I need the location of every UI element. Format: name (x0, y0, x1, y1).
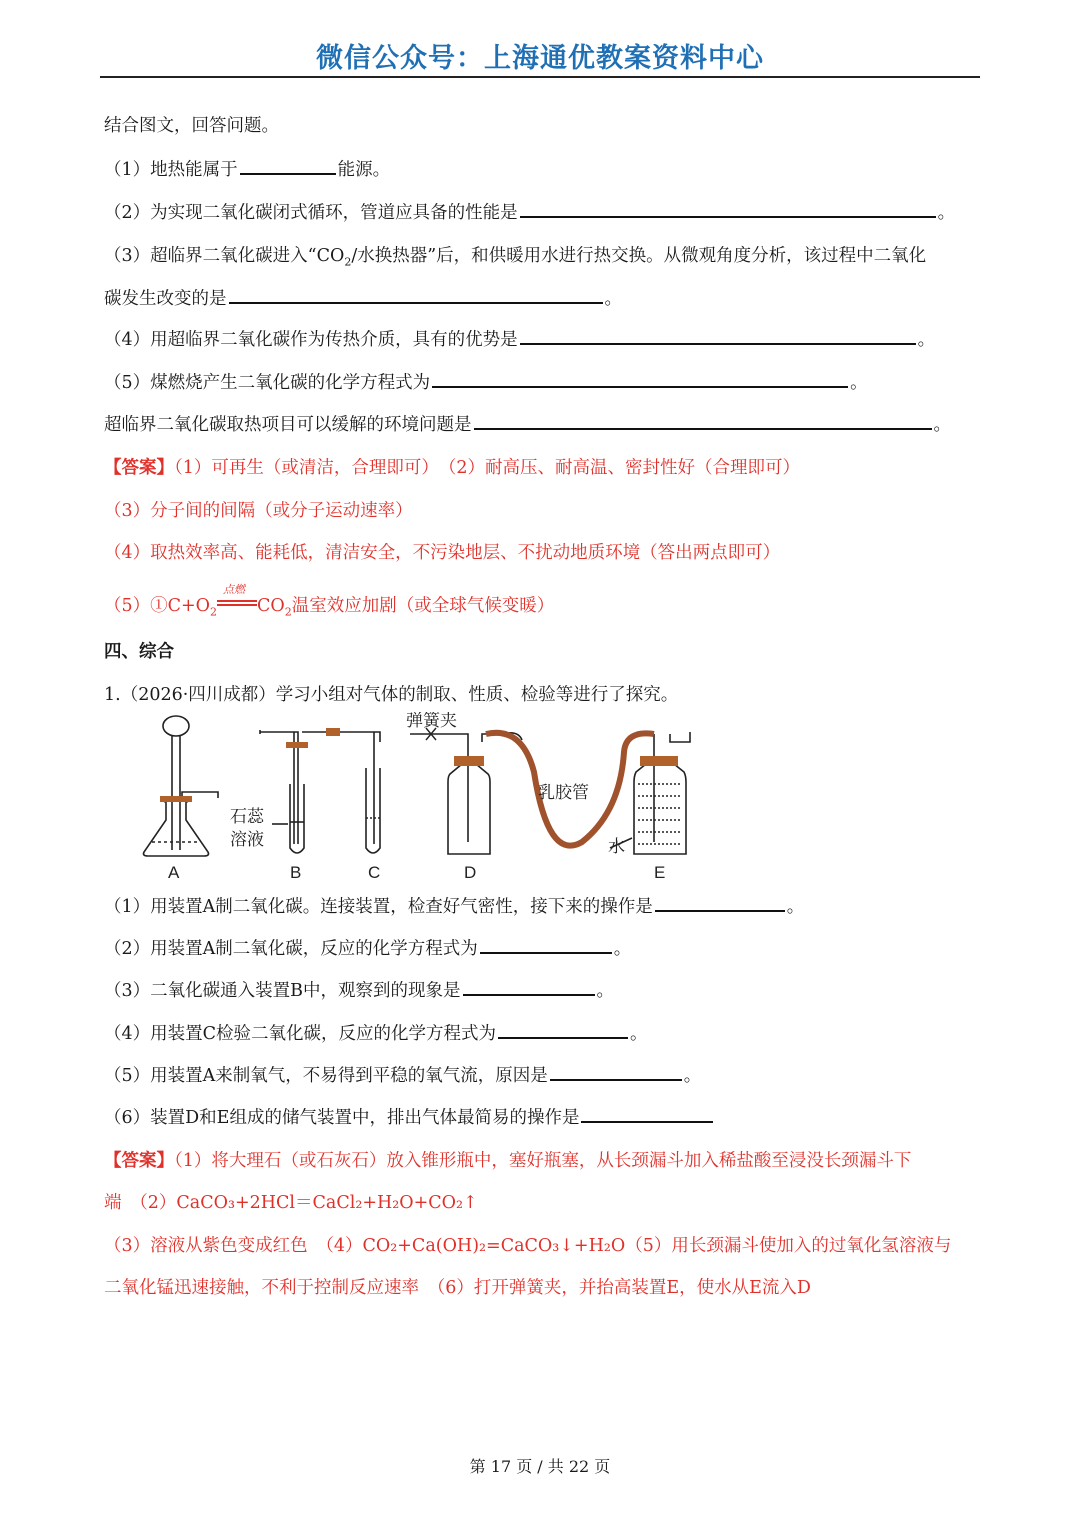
q-text: （1）用装置A制二氧化碳。连接装置，检查好气密性，接下来的操作是 (104, 897, 653, 917)
answer-2-line2: 端 （2）CaCO₃+2HCl＝CaCl₂+H₂O+CO₂↑ (104, 1193, 478, 1213)
apparatus-a (144, 716, 219, 856)
q-text: 。 (850, 373, 868, 393)
label-e: E (654, 863, 666, 882)
q-text: （5）用装置A来制氧气，不易得到平稳的氧气流，原因是 (104, 1066, 548, 1086)
q-text: （1）地热能属于 (104, 160, 238, 180)
question-1-4 (104, 326, 935, 351)
apparatus-figure (130, 712, 720, 884)
q-text: （4）用超临界二氧化碳作为传热介质，具有的优势是 (104, 330, 518, 350)
question-1-5 (104, 369, 868, 394)
q-text: （5）煤燃烧产生二氧化碳的化学方程式为 (104, 373, 431, 393)
section-heading: 四、综合 (104, 642, 174, 662)
q-text: （3）二氧化碳通入装置B中，观察到的现象是 (104, 981, 461, 1001)
answer-text: （1）将大理石（或石灰石）放入锥形瓶中，塞好瓶塞，从长颈漏斗加入稀盐酸至浸没长颈漏斗下 (174, 1151, 912, 1171)
question-2-stem: 1.（2026·四川成都）学习小组对气体的制取、性质、检验等进行了探究。 (104, 685, 679, 705)
answer-blank (655, 894, 785, 912)
header-divider (100, 76, 980, 78)
subscript: 2 (344, 255, 352, 269)
page-footer: 第 17 页 / 共 22 页 (469, 1457, 611, 1476)
answer-text: 温室效应加剧（或全球气候变暖） (291, 596, 555, 616)
q-text: （2）用装置A制二氧化碳，反应的化学方程式为 (104, 939, 478, 959)
answer-blank (463, 978, 595, 996)
question-1-3-line1 (104, 242, 926, 269)
label-a: A (168, 863, 180, 882)
question-1-1 (104, 156, 390, 181)
stopper-b (286, 742, 308, 748)
answer-blank (229, 286, 603, 304)
q-text: 能源。 (337, 160, 391, 180)
q-text: 碳发生改变的是 (104, 289, 227, 309)
question-2-6 (104, 1104, 715, 1129)
label-d: D (464, 863, 477, 882)
answer-2-line1 (104, 1147, 911, 1172)
q-text: 。 (683, 1066, 702, 1086)
q-text: 。 (613, 939, 632, 959)
q-text: （3）超临界二氧化碳进入“CO (104, 246, 345, 266)
label-water: 水 (608, 837, 625, 856)
q-text: 。 (917, 330, 936, 350)
q-text: 超临界二氧化碳取热项目可以缓解的环境问题是 (104, 415, 472, 435)
q-text: 。 (604, 289, 622, 309)
page-header-title: 微信公众号：上海通优教案资料中心 (316, 43, 764, 74)
answer-1-line3: （4）取热效率高、能耗低，清洁安全，不污染地层、不扰动地质环境（答出两点即可） (104, 543, 781, 563)
answer-2-line3: （3）溶液从紫色变成红色 （4）CO₂+Ca(OH)₂=CaCO₃↓+H₂O（5）用长颈漏斗使加入的过氧化氢溶液与 (104, 1236, 952, 1256)
label-c: C (368, 863, 381, 882)
answer-blank (581, 1105, 713, 1123)
apparatus-d (410, 733, 522, 854)
answer-blank (480, 936, 612, 954)
q-text: /水换热器”后，和供暖用水进行热交换。从微观角度分析，该过程中二氧化 (351, 246, 927, 266)
stopper-e (640, 756, 678, 766)
answer-1-line1 (104, 454, 800, 479)
answer-blank (498, 1021, 628, 1039)
stopper-a (160, 796, 192, 802)
answer-tag: 【答案】 (104, 1151, 174, 1171)
reaction-condition-sign (217, 583, 257, 613)
connector-tube (326, 728, 340, 736)
label-spring-clip: 弹簧夹 (406, 712, 457, 730)
answer-blank (550, 1063, 682, 1081)
q-text: 。 (630, 1024, 648, 1044)
answer-blank (432, 370, 848, 388)
question-2-3 (104, 977, 614, 1002)
q-text: 。 (786, 897, 805, 917)
q-text: 。 (937, 203, 956, 223)
apparatus-b (260, 730, 304, 853)
answer-2-line4: 二氧化锰迅速接触，不利于控制反应速率 （6）打开弹簧夹，并抬高装置E，使水从E流入D (104, 1278, 811, 1298)
question-1-3-line2 (104, 285, 622, 310)
question-2-2 (104, 935, 631, 960)
condition-text: 点燃 (223, 583, 246, 596)
answer-blank (520, 327, 916, 345)
stopper-d (454, 756, 484, 766)
apparatus-c (302, 732, 380, 853)
label-litmus-2: 溶液 (230, 830, 264, 849)
answer-1-line2: （3）分子间的间隔（或分子运动速率） (104, 501, 413, 521)
q-text: （6）装置D和E组成的储气装置中，排出气体最简易的操作是 (104, 1108, 580, 1128)
question-2-4 (104, 1020, 648, 1045)
label-b: B (290, 863, 302, 882)
answer-blank (474, 412, 932, 430)
label-rubber-tube: 乳胶管 (538, 783, 589, 802)
question-2-5 (104, 1062, 701, 1087)
intro-text: 结合图文，回答问题。 (104, 116, 279, 136)
q-text: （4）用装置C检验二氧化碳，反应的化学方程式为 (104, 1024, 497, 1044)
q-text: （2）为实现二氧化碳闭式循环，管道应具备的性能是 (104, 203, 518, 223)
answer-text: CO (257, 596, 285, 616)
answer-text: （5）①C+O (104, 596, 211, 616)
subscript: 2 (210, 605, 218, 619)
answer-tag: 【答案】 (104, 458, 174, 478)
question-1-2 (104, 199, 955, 224)
answer-blank (240, 157, 336, 175)
subscript: 2 (284, 605, 292, 619)
label-litmus-1: 石蕊 (230, 807, 264, 826)
answer-text: （1）可再生（或清洁，合理即可） （2）耐高压、耐高温、密封性好（合理即可） (174, 458, 801, 478)
answer-1-line4 (104, 583, 555, 619)
q-text: 。 (596, 981, 614, 1001)
question-2-1 (104, 893, 804, 918)
question-1-6 (104, 411, 951, 436)
answer-blank (520, 200, 936, 218)
q-text: 。 (933, 415, 951, 435)
